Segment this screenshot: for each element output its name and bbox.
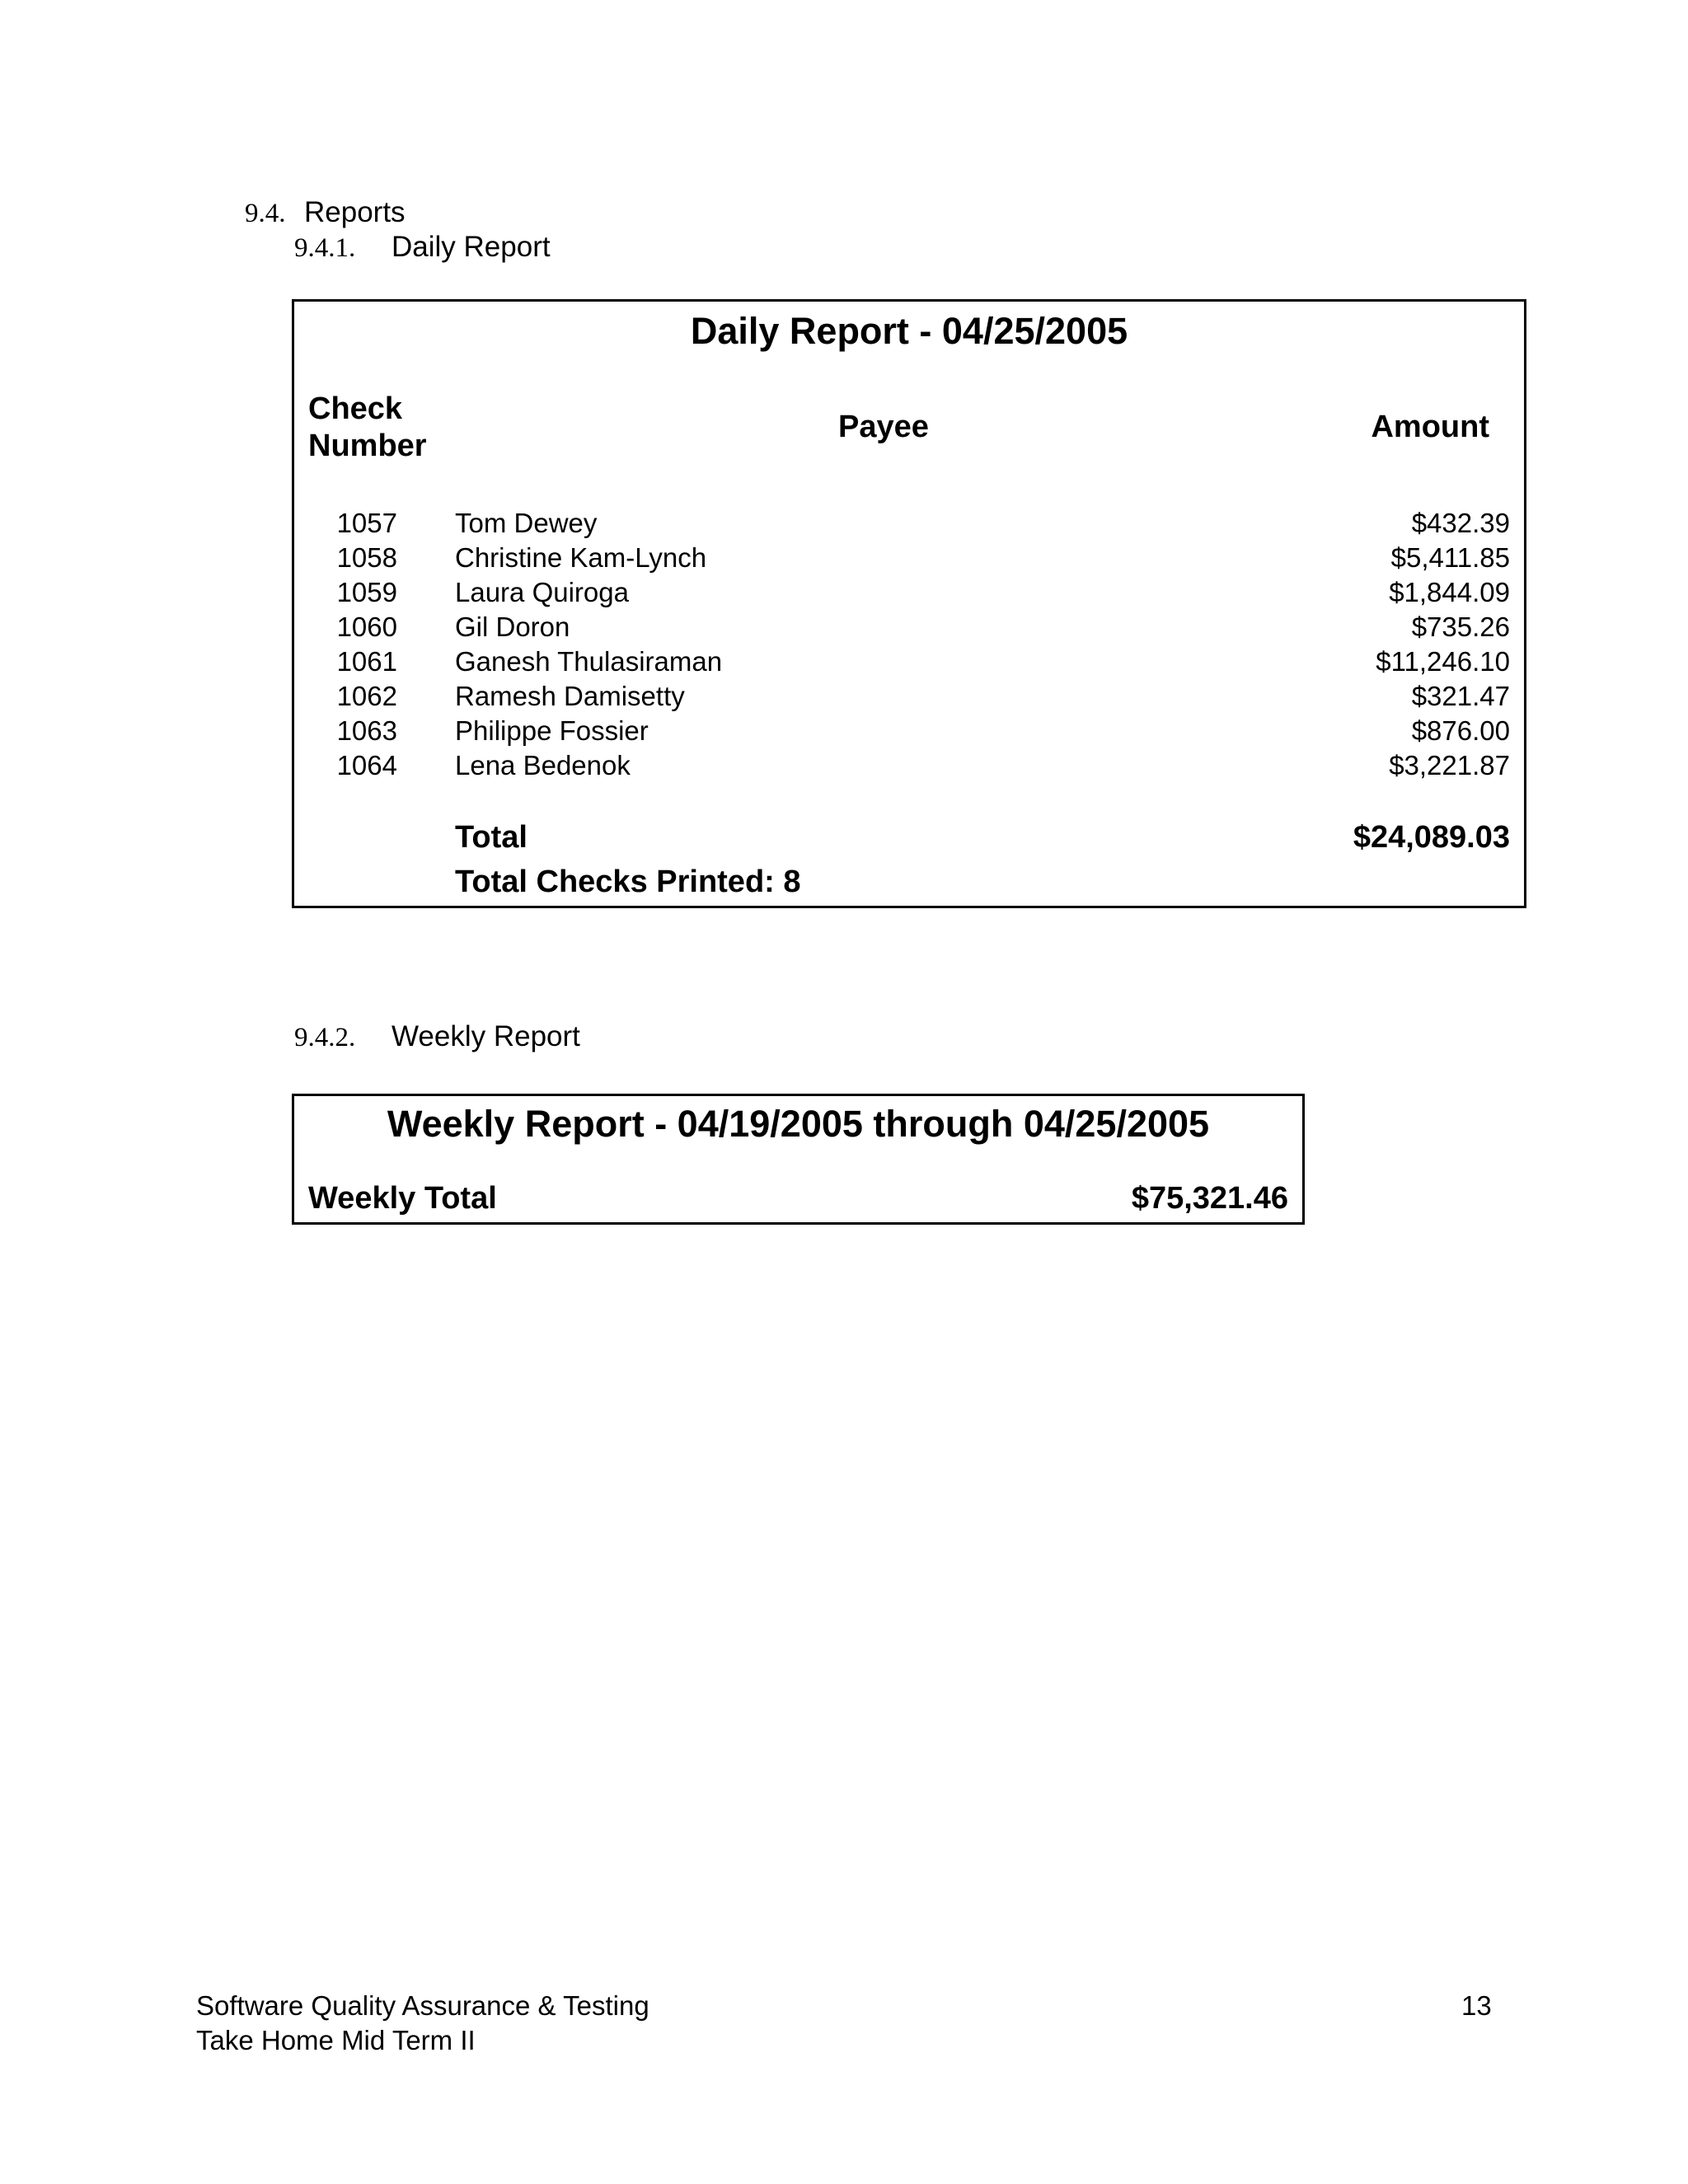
- payee-name: Christine Kam-Lynch: [455, 542, 707, 573]
- daily-total-amount: $24,089.03: [1353, 820, 1510, 855]
- weekly-total-amount: $75,321.46: [1131, 1181, 1288, 1216]
- page-number: 13: [1461, 1990, 1492, 2021]
- check-list: [294, 506, 1524, 783]
- check-amount: $432.39: [1411, 508, 1510, 538]
- table-row: [294, 644, 1524, 679]
- footer-course-title: Software Quality Assurance & Testing: [196, 1990, 649, 2021]
- weekly-report-box: [292, 1094, 1305, 1225]
- daily-report-title: Daily Report - 04/25/2005: [690, 310, 1128, 352]
- section-title: Reports: [304, 196, 406, 228]
- check-amount: $5,411.85: [1390, 542, 1510, 573]
- section-number: 9.4.1.: [294, 233, 356, 263]
- column-header-payee: Payee: [838, 410, 929, 444]
- table-row: [294, 748, 1524, 783]
- payee-name: Laura Quiroga: [455, 577, 629, 607]
- check-number: 1057: [336, 508, 397, 538]
- payee-name: Gil Doron: [455, 612, 570, 642]
- check-amount: $735.26: [1411, 612, 1510, 642]
- section-number: 9.4.: [245, 199, 286, 228]
- section-heading-reports: [245, 196, 406, 230]
- table-row: [294, 610, 1524, 644]
- section-title: Daily Report: [392, 231, 551, 263]
- check-number: 1059: [336, 577, 397, 607]
- table-row: [294, 506, 1524, 541]
- daily-report-box: [292, 299, 1526, 908]
- section-heading-weekly-report: [294, 1020, 580, 1054]
- table-row: [294, 541, 1524, 575]
- section-title: Weekly Report: [392, 1020, 580, 1052]
- weekly-total-label: Weekly Total: [308, 1181, 497, 1216]
- check-amount: $3,221.87: [1389, 750, 1510, 780]
- check-number: 1061: [336, 646, 397, 677]
- check-number: 1060: [336, 612, 397, 642]
- check-number: 1062: [336, 681, 397, 711]
- payee-name: Ganesh Thulasiraman: [455, 646, 723, 677]
- section-number: 9.4.2.: [294, 1023, 356, 1052]
- footer-assignment-title: Take Home Mid Term II: [196, 2025, 476, 2055]
- payee-name: Ramesh Damisetty: [455, 681, 685, 711]
- payee-name: Lena Bedenok: [455, 750, 631, 780]
- table-row: [294, 575, 1524, 610]
- payee-name: Philippe Fossier: [455, 715, 649, 746]
- daily-total-label: Total: [455, 820, 528, 855]
- check-number: 1058: [336, 542, 397, 573]
- check-amount: $11,246.10: [1376, 646, 1510, 677]
- table-row: [294, 679, 1524, 714]
- weekly-report-title: Weekly Report - 04/19/2005 through 04/25/2005: [387, 1103, 1210, 1145]
- check-amount: $1,844.09: [1389, 577, 1510, 607]
- check-amount: $876.00: [1411, 715, 1510, 746]
- check-number: 1064: [336, 750, 397, 780]
- table-row: [294, 714, 1524, 748]
- check-amount: $321.47: [1411, 681, 1510, 711]
- total-checks-printed: Total Checks Printed: 8: [455, 865, 801, 899]
- section-heading-daily-report: [294, 231, 551, 265]
- payee-name: Tom Dewey: [455, 508, 598, 538]
- column-header-check-number: Check Number: [308, 391, 427, 463]
- check-number: 1063: [336, 715, 397, 746]
- column-header-amount: Amount: [1371, 410, 1489, 444]
